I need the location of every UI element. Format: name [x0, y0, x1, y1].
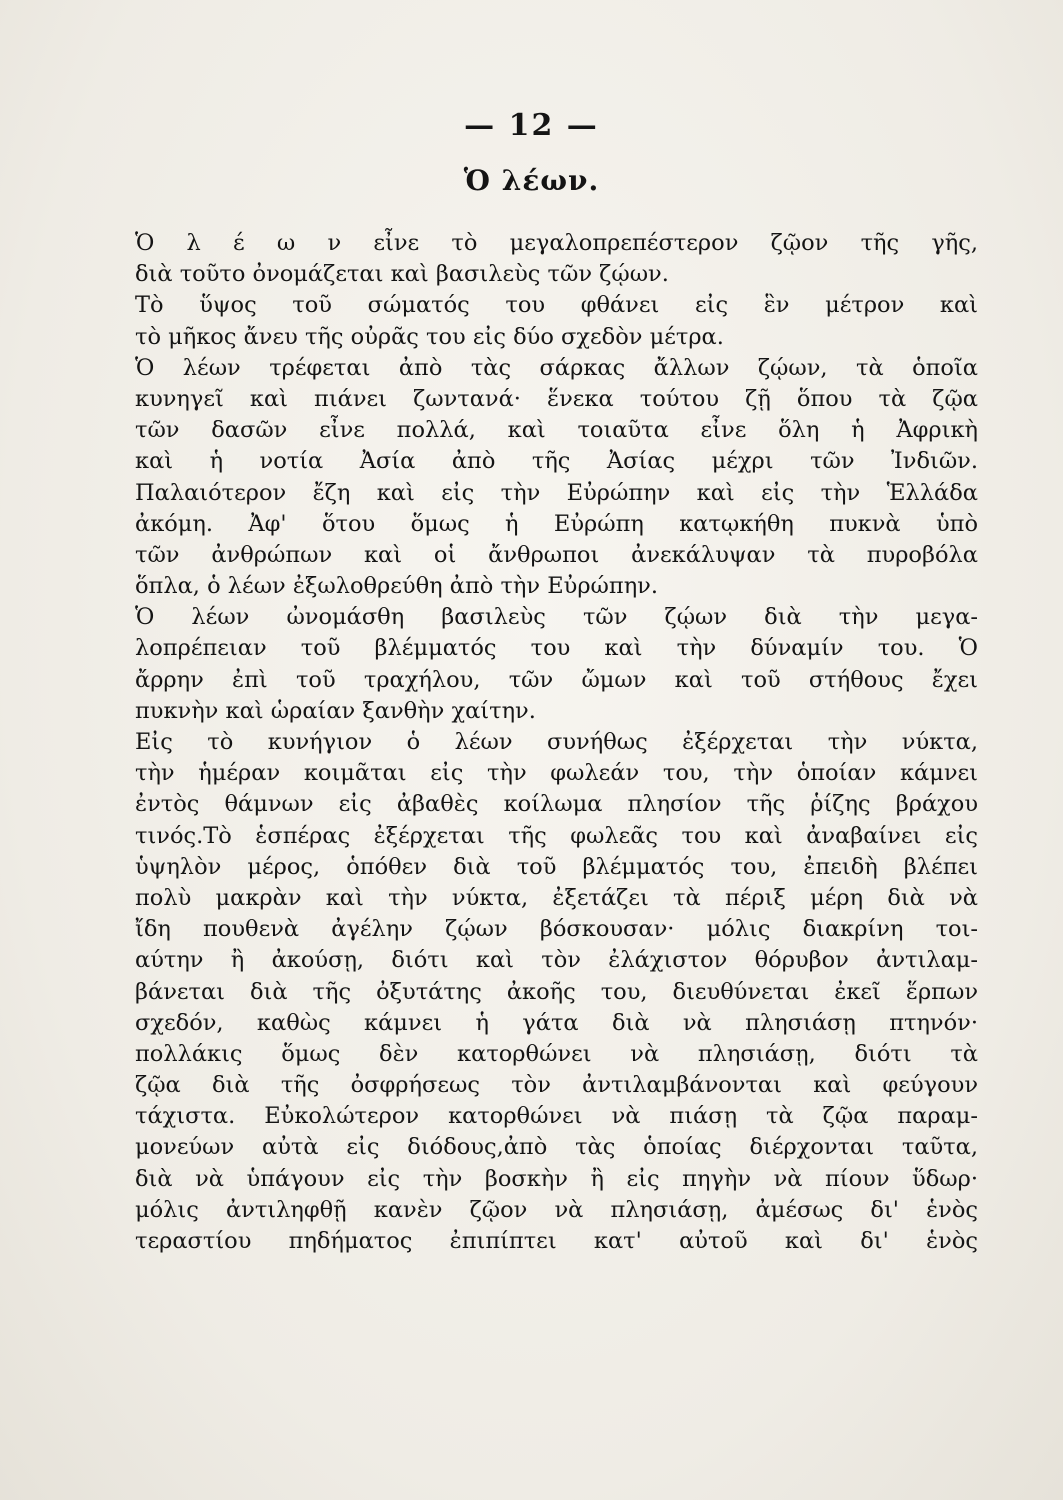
- text-line: λοπρέπειαν τοῦ βλέμματός του καὶ τὴν δύναμίν του. Ὁ: [135, 635, 978, 662]
- text-line: καὶ ἡ νοτία Ἀσία ἀπὸ τῆς Ἀσίας μέχρι τῶν Ἰνδιῶν.: [135, 448, 978, 475]
- text-line: τῶν ἀνθρώπων καὶ οἱ ἄνθρωποι ἀνεκάλυψαν τὰ πυροβόλα: [135, 541, 978, 568]
- text-line: μόλις ἀντιληφθῇ κανὲν ζῷον νὰ πλησιάσῃ, ἀμέσως δι' ἑνὸς: [135, 1196, 978, 1223]
- text-line: Ὁ λέων ὠνομάσθη βασιλεὺς τῶν ζῴων διὰ τὴν μεγα-: [135, 604, 978, 631]
- text-line: Εἰς τὸ κυνήγιον ὁ λέων συνήθως ἐξέρχεται τὴν νύκτα,: [135, 729, 978, 755]
- chapter-title: Ὁ λέων.: [463, 164, 600, 197]
- text-line: ἐντὸς θάμνων εἰς ἀβαθὲς κοίλωμα πλησίον τῆς ῥίζης βράχου: [135, 791, 978, 818]
- text-line: Παλαιότερον ἔζη καὶ εἰς τὴν Εὐρώπην καὶ εἰς τὴν Ἑλλάδα: [135, 479, 978, 506]
- text-line: τινός.Τὸ ἑσπέρας ἐξέρχεται τῆς φωλεᾶς του καὶ ἀναβαίνει εἰς: [135, 822, 978, 849]
- text-line: Ὁ λέων τρέφεται ἀπὸ τὰς σάρκας ἄλλων ζῴων, τὰ ὁποῖα: [135, 354, 978, 381]
- text-line: τεραστίου πηδήματος ἐπιπίπτει κατ' αὐτοῦ καὶ δι' ἑνὸς: [135, 1228, 978, 1254]
- text-line: τὸ μῆκος ἄνευ τῆς οὐρᾶς του εἰς δύο σχεδὸν μέτρα.: [135, 323, 724, 350]
- text-line: ὑψηλὸν μέρος, ὁπόθεν διὰ τοῦ βλέμματός του, ἐπειδὴ βλέπει: [135, 853, 978, 880]
- text-line: πυκνὴν καὶ ὡραίαν ξανθὴν χαίτην.: [135, 697, 536, 724]
- text-line: σχεδόν, καθὼς κάμνει ἡ γάτα διὰ νὰ πλησιάσῃ πτηνόν·: [135, 1009, 978, 1036]
- text-line: διὰ νὰ ὑπάγουν εἰς τὴν βοσκὴν ἢ εἰς πηγὴν νὰ πίουν ὕδωρ·: [135, 1165, 978, 1192]
- body-text: [135, 228, 978, 1257]
- text-line: διὰ τοῦτο ὀνομάζεται καὶ βασιλεὺς τῶν ζῴων.: [135, 261, 669, 288]
- text-line: ἴδη πουθενὰ ἀγέλην ζῴων βόσκουσαν· μόλις διακρίνη τοι-: [135, 916, 978, 943]
- text-line: κυνηγεῖ καὶ πιάνει ζωντανά· ἕνεκα τούτου ζῇ ὅπου τὰ ζῷα: [135, 385, 978, 412]
- page-number: — 12 —: [464, 108, 599, 143]
- text-line: ζῷα διὰ τῆς ὀσφρήσεως τὸν ἀντιλαμβάνονται καὶ φεύγουν: [135, 1072, 978, 1099]
- text-line: ὅπλα, ὁ λέων ἐξωλοθρεύθη ἀπὸ τὴν Εὐρώπην.: [135, 573, 659, 600]
- text-line: τῶν δασῶν εἶνε πολλά, καὶ τοιαῦτα εἶνε ὅλη ἡ Ἀφρικὴ: [135, 417, 978, 444]
- text-line: ἄρρην ἐπὶ τοῦ τραχήλου, τῶν ὤμων καὶ τοῦ στήθους ἔχει: [135, 666, 978, 693]
- text-line: ἀκόμη. Ἀφ' ὅτου ὅμως ἡ Εὐρώπη κατῳκήθη πυκνὰ ὑπὸ: [135, 510, 978, 537]
- text-line: αύτην ἢ ἀκούσῃ, διότι καὶ τὸν ἐλάχιστον θόρυβον ἀντιλαμ-: [135, 947, 978, 974]
- text-line: Τὸ ὕψος τοῦ σώματός του φθάνει εἰς ἓν μέτρον καὶ: [135, 292, 978, 319]
- text-line: πολλάκις ὅμως δὲν κατορθώνει νὰ πλησιάσῃ, διότι τὰ: [135, 1040, 978, 1067]
- text-line: τὴν ἡμέραν κοιμᾶται εἰς τὴν φωλεάν του, τὴν ὁποίαν κάμνει: [135, 760, 978, 787]
- text-line: Ὁ λ έ ω ν εἶνε τὸ μεγαλοπρεπέστερον ζῷον τῆς γῆς,: [135, 230, 978, 256]
- text-line: βάνεται διὰ τῆς ὀξυτάτης ἀκοῆς του, διευθύνεται ἐκεῖ ἕρπων: [135, 978, 978, 1005]
- text-line: τάχιστα. Εὐκολώτερον κατορθώνει νὰ πιάσῃ τὰ ζῷα παραμ-: [135, 1103, 978, 1130]
- text-line: πολὺ μακρὰν καὶ τὴν νύκτα, ἐξετάζει τὰ πέριξ μέρη διὰ νὰ: [135, 884, 978, 911]
- text-line: μονεύων αὐτὰ εἰς διόδους,ἀπὸ τὰς ὁποίας διέρχονται ταῦτα,: [135, 1134, 978, 1161]
